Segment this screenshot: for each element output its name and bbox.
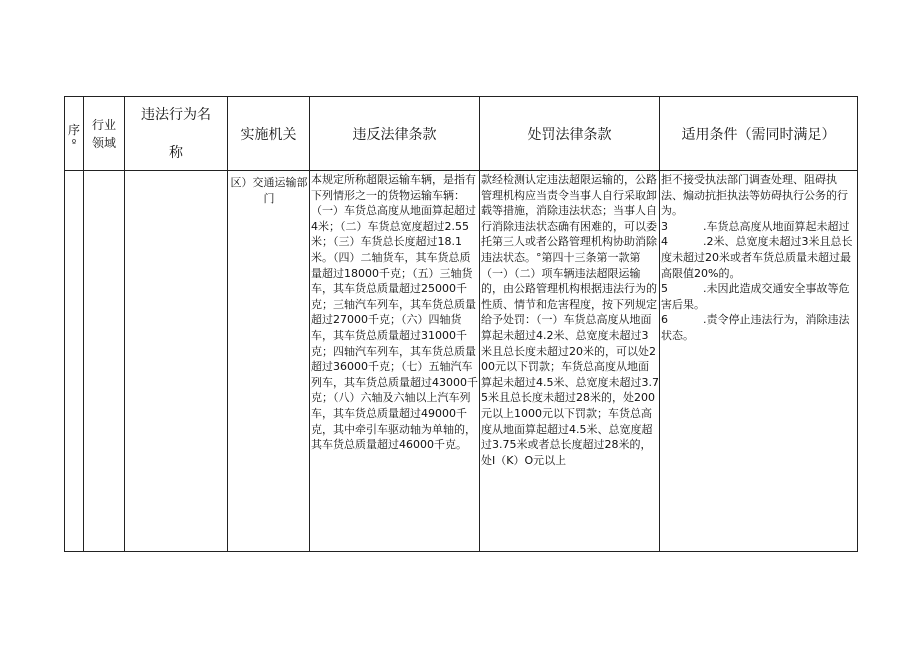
header-penalty-law: 处罚法律条款 <box>480 97 660 171</box>
header-violation <box>125 97 228 171</box>
condition-item: 5 .未因此造成交通安全事故等危害后果。 <box>661 282 850 311</box>
violation-value <box>125 171 227 172</box>
table-header-row <box>65 97 858 171</box>
serial-value <box>65 171 83 172</box>
header-violation-line1: 违法行为名 <box>141 106 211 123</box>
domain-value <box>84 171 124 172</box>
header-conditions: 适用条件（需同时满足） <box>660 97 858 171</box>
header-domain-line1: 行业 <box>91 117 116 132</box>
cell-agency <box>228 171 310 552</box>
cell-conditions <box>660 171 858 552</box>
header-serial-mark: º <box>71 138 77 149</box>
condition-item: 6 .责令停止违法行为，消除违法状态。 <box>661 313 850 342</box>
header-domain <box>84 97 125 171</box>
header-violated-law: 违反法律条款 <box>310 97 480 171</box>
penalty-law-text: 款经检测认定违法超限运输的，公路管理机构应当责令当事人自行采取卸载等措施，消除违法状态；当事人自行消除违法状态确有困难的，可以委托第三人或者公路管理机构协助消除违法状态。°第四十三条第一款第（一）（二）项车辆违法超限运输的，由公路管理机构根据违法行为的性质、情节和危害程度，按下列规定给予处罚：（一）车货总高度从地面算起未超过4.2米、总宽度未超过3米且总长度未超过20米的，可以处200元以下罚款；车货总高度从地面算起未超过4.5米、总宽度未超过3.75米且总长度未超过28米的，处200元以上1000元以下罚款；车货总高度从地面算起超过4.5米、总宽度超过3.75米或者总长度超过28米的，处I（K）O元以上 <box>481 173 659 467</box>
header-agency: 实施机关 <box>228 97 310 171</box>
law-enforcement-table <box>64 96 858 552</box>
cell-penalty-law <box>480 171 660 552</box>
agency-value: 区）交通运输部门 <box>230 176 308 205</box>
condition-item: 3 .车货总高度从地面算起未超过 <box>661 219 850 233</box>
cell-violation <box>125 171 228 552</box>
header-domain-line2: 领域 <box>91 135 116 150</box>
header-violation-line2: 称 <box>169 144 183 161</box>
condition-item: 4 .2米、总宽度未超过3米且总长度未超过20米或者车货总质量未超过最高限值20%的。 <box>661 235 853 280</box>
header-serial <box>65 97 84 171</box>
cell-violated-law <box>310 171 480 552</box>
header-serial-label: 序 <box>67 122 80 137</box>
cell-domain <box>84 171 125 552</box>
table-row <box>65 171 858 552</box>
violated-law-text: 本规定所称超限运输车辆，是指有下列情形之一的货物运输车辆：（一）车货总高度从地面算起超过4米；（二）车货总宽度超过2.55米；（三）车货总长度超过18.1米。（四）二轴货车，其车货总质量超过18000千克；（五）三轴货车，其车货总质量超过25000千克；三轴汽车列车，其车货总质量超过27000千克；（六）四轴货车，其车货总质量超过31000千克；四轴汽车列车，其车货总质量超过36000千克；（七）五轴汽车列车，其车货总质量超过43000千克；（八）六轴及六轴以上汽车列车，其车货总质量超过49000千克，其中牵引车驱动轴为单轴的，其车货总质量超过46000千克。 <box>311 173 478 452</box>
condition-item: 拒不接受执法部门调查处理、阻碍执法、煽动抗拒执法等妨碍执行公务的行为。 <box>661 173 848 218</box>
cell-serial <box>65 171 84 552</box>
conditions-list <box>660 171 857 344</box>
